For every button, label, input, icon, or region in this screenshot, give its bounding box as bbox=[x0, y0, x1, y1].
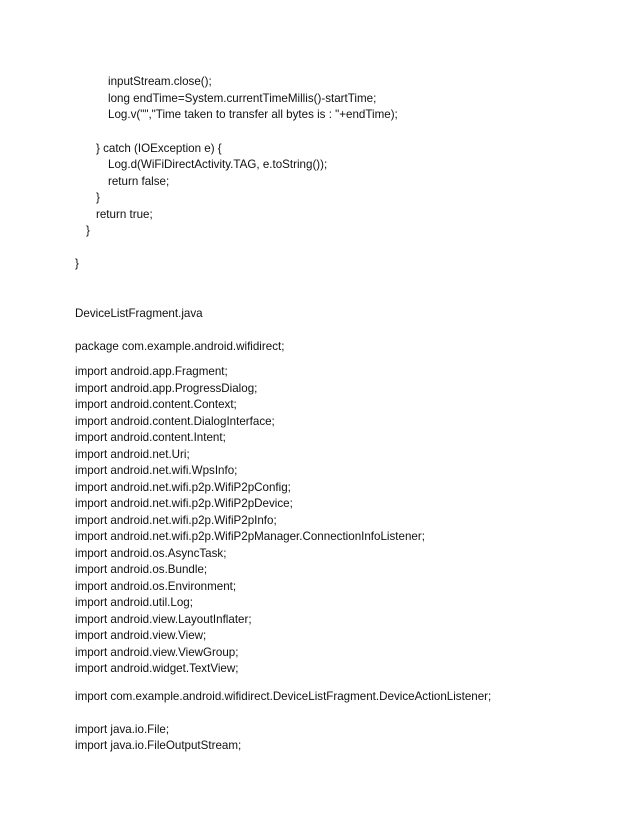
code-line: import android.net.wifi.p2p.WifiP2pManager.ConnectionInfoListener; bbox=[75, 530, 425, 543]
code-line: } catch (IOException e) { bbox=[96, 142, 222, 155]
code-line: import android.net.Uri; bbox=[75, 448, 190, 461]
code-line: Log.v("","Time taken to transfer all bytes is : "+endTime); bbox=[108, 108, 398, 121]
code-line: import android.net.wifi.p2p.WifiP2pDevice; bbox=[75, 497, 293, 510]
code-line: return true; bbox=[96, 208, 153, 221]
code-line: import android.content.Intent; bbox=[75, 431, 226, 444]
code-line: import java.io.FileOutputStream; bbox=[75, 739, 242, 752]
code-line: import android.util.Log; bbox=[75, 596, 193, 609]
code-line: import android.net.wifi.WpsInfo; bbox=[75, 464, 238, 477]
code-line: import android.view.LayoutInflater; bbox=[75, 613, 252, 626]
code-line: long endTime=System.currentTimeMillis()-startTime; bbox=[108, 92, 377, 105]
code-line: } bbox=[96, 191, 100, 204]
code-line: import android.os.Environment; bbox=[75, 580, 237, 593]
code-line: import android.net.wifi.p2p.WifiP2pInfo; bbox=[75, 514, 277, 527]
code-line: } bbox=[75, 257, 79, 270]
code-line: import android.widget.TextView; bbox=[75, 662, 239, 675]
code-line: import android.app.Fragment; bbox=[75, 365, 228, 378]
code-line: import android.app.ProgressDialog; bbox=[75, 382, 258, 395]
section-heading: DeviceListFragment.java bbox=[75, 307, 203, 320]
code-line: import android.view.ViewGroup; bbox=[75, 646, 239, 659]
code-line: inputStream.close(); bbox=[108, 75, 212, 88]
code-line: import android.content.Context; bbox=[75, 398, 237, 411]
code-line: Log.d(WiFiDirectActivity.TAG, e.toString()); bbox=[108, 158, 328, 171]
code-line: return false; bbox=[108, 175, 170, 188]
code-line: import android.os.Bundle; bbox=[75, 563, 208, 576]
code-line: package com.example.android.wifidirect; bbox=[75, 340, 285, 353]
code-line: import android.view.View; bbox=[75, 629, 207, 642]
code-line: import android.os.AsyncTask; bbox=[75, 547, 227, 560]
code-line: } bbox=[86, 224, 90, 237]
code-line: import android.net.wifi.p2p.WifiP2pConfig; bbox=[75, 481, 291, 494]
code-line: import com.example.android.wifidirect.DeviceListFragment.DeviceActionListener; bbox=[75, 690, 492, 703]
code-line: import android.content.DialogInterface; bbox=[75, 415, 275, 428]
code-line: import java.io.File; bbox=[75, 723, 170, 736]
